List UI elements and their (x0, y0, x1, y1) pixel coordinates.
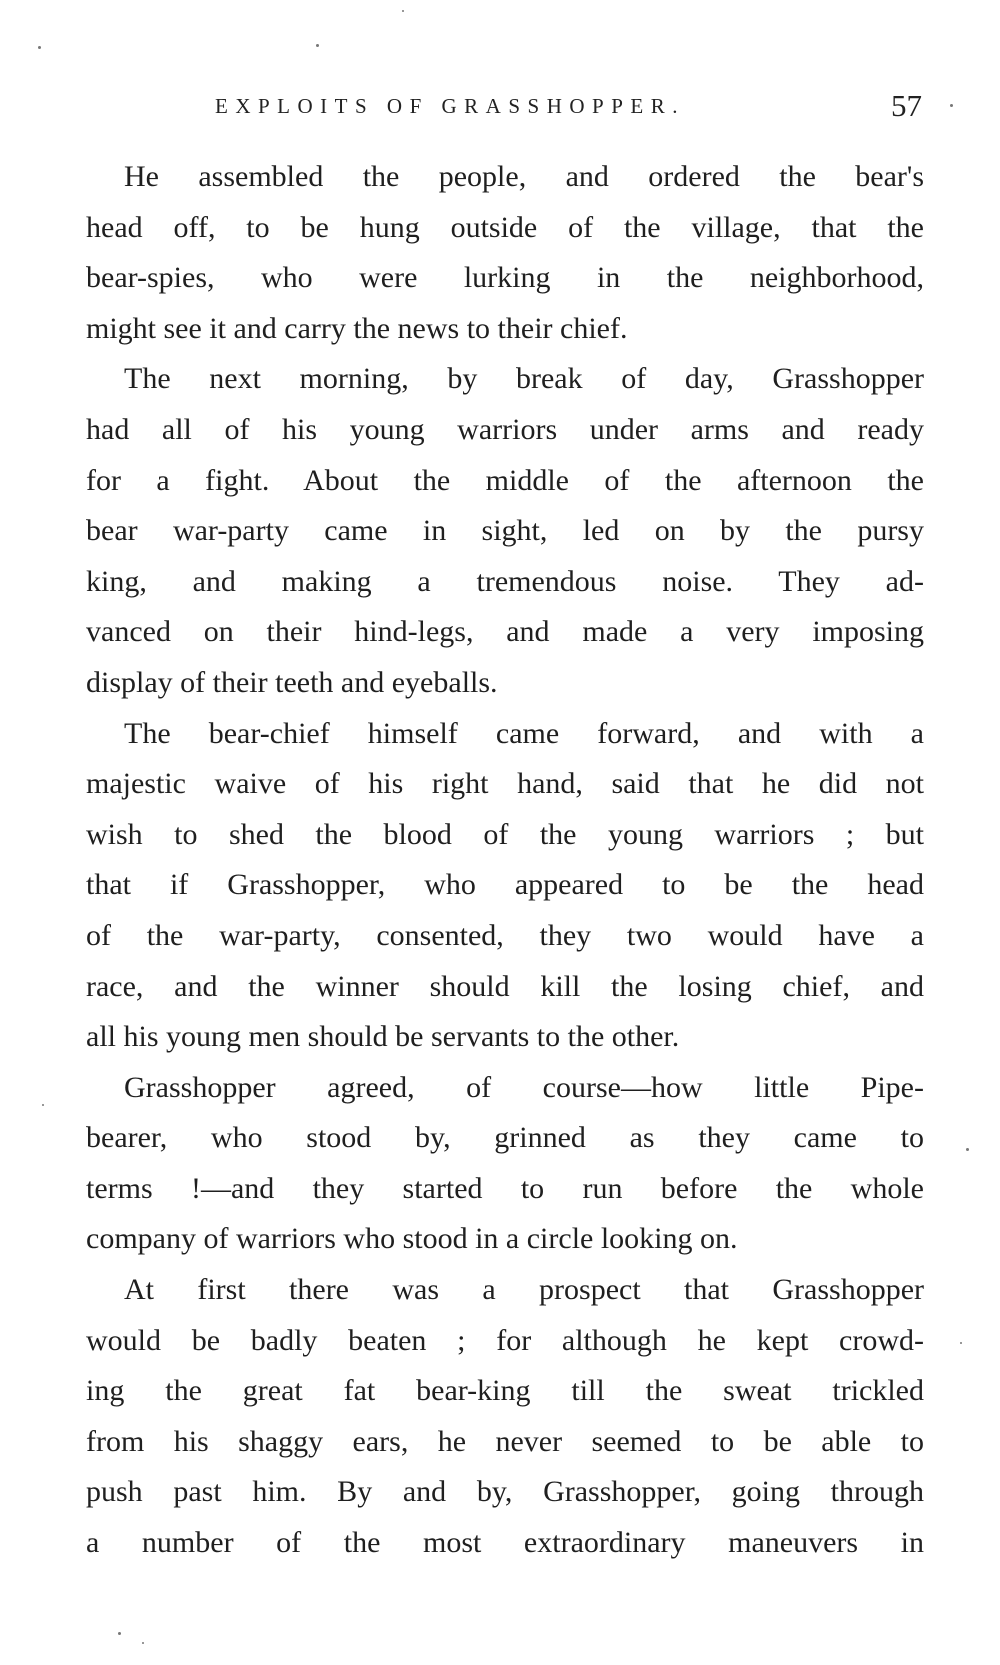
text-line: He assembled the people, and ordered the bear's (124, 160, 924, 193)
text-line: At first there was a prospect that Grasshopper (124, 1273, 924, 1307)
page-header (85, 88, 930, 128)
running-title: EXPLOITS OF GRASSHOPPER. (215, 94, 685, 118)
text-line: head off, to be hung outside of the village, that the (86, 210, 924, 244)
text-line: from his shaggy ears, he never seemed to be able to (86, 1424, 924, 1458)
text-line: wish to shed the blood of the young warriors ; but (86, 817, 924, 851)
text-line: display of their teeth and eyeballs. (86, 665, 498, 699)
text-line: of the war-party, consented, they two would have a (86, 918, 924, 952)
text-line: The next morning, by break of day, Grasshopper (124, 362, 924, 396)
text-line: all his young men should be servants to the other. (86, 1020, 680, 1054)
text-line: that if Grasshopper, who appeared to be the head (86, 868, 924, 902)
text-line: had all of his young warriors under arms and ready (86, 412, 924, 446)
text-line: for a fight. About the middle of the afternoon the (86, 463, 924, 497)
text-line: push past him. By and by, Grasshopper, going through (86, 1475, 924, 1509)
paper-speck (42, 1104, 44, 1106)
paper-speck (966, 1148, 969, 1151)
paper-speck (402, 10, 404, 12)
paragraph (86, 1265, 924, 1569)
text-line: majestic waive of his right hand, said that he did not (86, 767, 924, 801)
text-line: king, and making a tremendous noise. They ad- (86, 564, 924, 598)
text-line: The bear-chief himself came forward, and with a (124, 716, 924, 750)
paper-speck (142, 1642, 144, 1644)
text-line: bearer, who stood by, grinned as they came to (86, 1121, 924, 1155)
text-line: vanced on their hind-legs, and made a very imposing (86, 615, 924, 649)
paper-speck (316, 44, 319, 47)
paragraph (86, 354, 924, 708)
text-line: company of warriors who stood in a circle looking on. (86, 1222, 738, 1256)
text-line: a number of the most extraordinary maneuvers in (86, 1526, 924, 1560)
text-line: would be badly beaten ; for although he kept crowd- (86, 1323, 924, 1357)
text-line: might see it and carry the news to their chief. (86, 311, 628, 345)
paragraph (86, 1063, 924, 1265)
paragraph (86, 709, 924, 1063)
paper-speck (960, 1342, 962, 1344)
body-text (86, 152, 924, 1569)
text-line: ing the great fat bear-king till the sweat trickled (86, 1374, 924, 1408)
page-number: 57 (891, 88, 922, 123)
text-line: bear-spies, who were lurking in the neighborhood, (86, 261, 924, 295)
paper-speck (118, 1632, 121, 1635)
text-line: race, and the winner should kill the losing chief, and (86, 969, 924, 1003)
paragraph (86, 152, 924, 354)
paper-speck (38, 46, 41, 49)
text-line: bear war-party came in sight, led on by the pursy (86, 514, 924, 548)
text-line: terms !—and they started to run before the whole (86, 1171, 924, 1205)
paper-speck (950, 104, 953, 107)
text-line: Grasshopper agreed, of course—how little Pipe- (124, 1070, 924, 1104)
